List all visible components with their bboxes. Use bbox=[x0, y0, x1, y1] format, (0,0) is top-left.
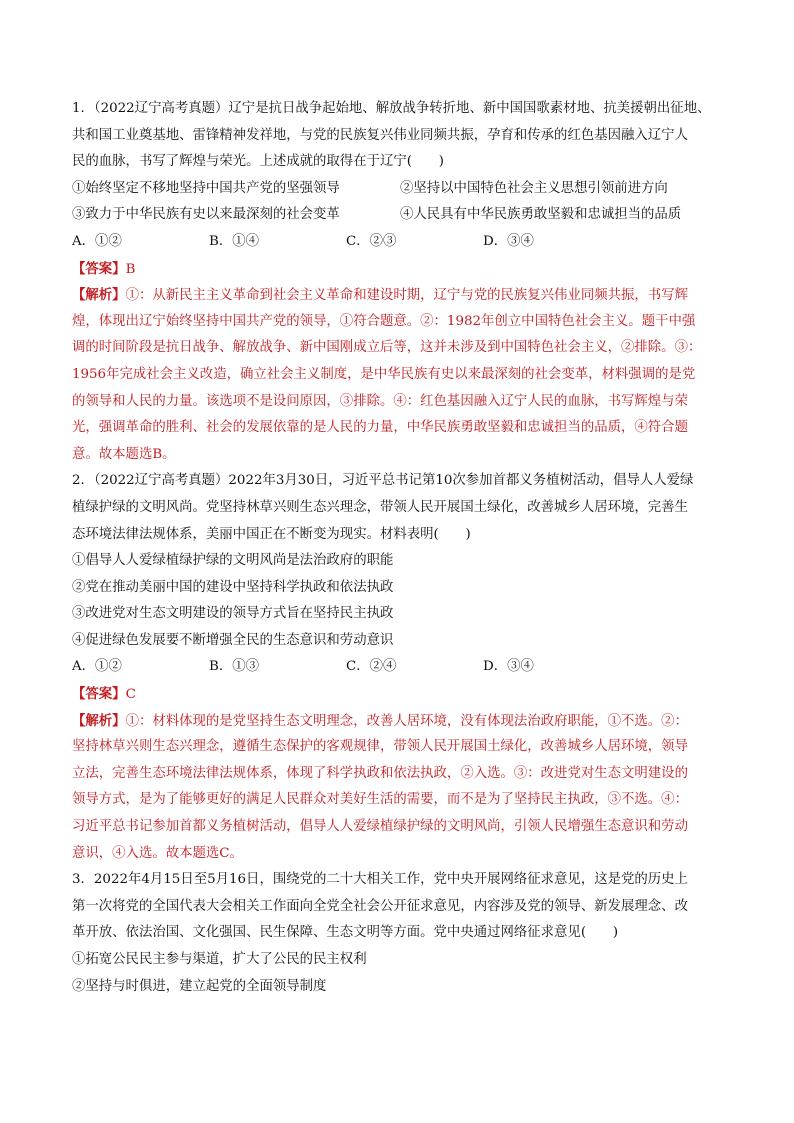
answer-tag: 【答案】 bbox=[72, 686, 126, 703]
analysis-line: 煌，体现出辽宁始终坚持中国共产党的领导，①符合题意。②：1982年创立中国特色社会主义。题干中强 bbox=[72, 313, 696, 329]
choice-row bbox=[72, 229, 722, 256]
analysis-line: 光，强调革命的胜利、社会的发展依靠的是人民的力量，中华民族勇敢坚毅和忠诚担当的品质，④符合题 bbox=[72, 420, 688, 436]
analysis-line bbox=[72, 282, 722, 309]
answer-value: B bbox=[125, 261, 136, 277]
analysis-line: 习近平总书记参加首都义务植树活动，倡导人人爱绿植绿护绿的文明风尚，引领人民增强生态意识和劳动 bbox=[72, 819, 688, 835]
answer-line bbox=[72, 681, 722, 708]
option-item: ①拓宽公民民主参与渠道，扩大了公民的民主权利 bbox=[72, 952, 367, 967]
question-stem-line: 植绿护绿的文明风尚。党坚持林草兴则生态兴理念，带领人民开展国土绿化，改善城乡人居环境，完善生 bbox=[72, 499, 688, 515]
analysis-line: 意识，④入选。故本题选C。 bbox=[72, 845, 243, 861]
option-item: ③改进党对生态文明建设的领导方式旨在坚持民主执政 bbox=[72, 606, 394, 622]
analysis-line: 坚持林草兴则生态兴理念，遵循生态保护的客观规律，带领人民开展国土绿化，改善城乡人居环境，领导 bbox=[72, 739, 688, 755]
option-item: ②坚持与时俱进，建立起党的全面领导制度 bbox=[72, 978, 327, 994]
option-item: ①倡导人人爱绿植绿护绿的文明风尚是法治政府的职能 bbox=[72, 553, 394, 569]
analysis-line: 立法，完善生态环境法律法规体系，体现了科学执政和依法执政，②入选。③：改进党对生态文明建设的 bbox=[72, 765, 688, 781]
analysis-line: 的领导和人民的力量。该选项不是设问原因，③排除。④：红色基因融入辽宁人民的血脉，书写辉煌与荣 bbox=[72, 393, 688, 409]
choice-c: C．②③ bbox=[346, 233, 397, 249]
question-1 bbox=[72, 96, 722, 468]
question-2 bbox=[72, 468, 722, 867]
question-stem-line: 1．（2022辽宁高考真题）辽宁是抗日战争起始地、解放战争转折地、新中国国歌素材地、抗美援朝出征地、 bbox=[72, 101, 711, 116]
option-row bbox=[72, 176, 722, 203]
question-stem-line: 2．（2022辽宁高考真题）2022年3月30日，习近平总书记第10次参加首都义务植树活动，倡导人人爱绿 bbox=[72, 473, 694, 489]
answer-line bbox=[72, 256, 722, 283]
analysis-tag: 【解析】 bbox=[72, 712, 126, 729]
option-item: ④促进绿色发展要不断增强全民的生态意识和劳动意识 bbox=[72, 632, 394, 648]
analysis-text: ①：从新民主主义革命到社会主义革命和建设时期，辽宁与党的民族复兴伟业同频共振，书写辉 bbox=[125, 288, 688, 304]
question-stem-line: 第一次将党的全国代表大会相关工作面向全党全社会公开征求意见，内容涉及党的领导、新发展理念、改 bbox=[72, 898, 688, 914]
analysis-line: 意。故本题选B。 bbox=[72, 446, 176, 462]
choice-d: D．③④ bbox=[483, 659, 534, 675]
analysis-line bbox=[72, 708, 722, 735]
option-item: ④人民具有中华民族勇敢坚毅和忠诚担当的品质 bbox=[400, 207, 682, 223]
choice-a: A．①② bbox=[72, 233, 122, 249]
answer-tag: 【答案】 bbox=[72, 260, 126, 277]
option-item: ③致力于中华民族有史以来最深刻的社会变革 bbox=[72, 207, 340, 223]
analysis-tag: 【解析】 bbox=[72, 287, 126, 304]
analysis-line: 调的时间阶段是抗日战争、解放战争、新中国刚成立后等，这并未涉及到中国特色社会主义，②排除。③： bbox=[72, 340, 702, 356]
question-stem-line: 民的血脉，书写了辉煌与荣光。上述成就的取得在于辽宁( ) bbox=[72, 154, 444, 170]
option-item: ②坚持以中国特色社会主义思想引领前进方向 bbox=[400, 180, 668, 196]
question-3 bbox=[72, 867, 722, 1000]
option-item: ②党在推动美丽中国的建设中坚持科学执政和依法执政 bbox=[72, 579, 394, 595]
choice-row bbox=[72, 654, 722, 681]
analysis-line: 领导方式，是为了能够更好的满足人民群众对美好生活的需要，而不是为了坚持民主执政，③不选。④： bbox=[72, 792, 688, 808]
choice-b: B．①④ bbox=[209, 233, 260, 249]
question-stem-line: 革开放、依法治国、文化强国、民生保障、生态文明等方面。党中央通过网络征求意见( ) bbox=[72, 925, 619, 941]
choice-c: C．②④ bbox=[346, 659, 397, 675]
answer-value: C bbox=[125, 687, 136, 703]
choice-a: A．①② bbox=[72, 659, 122, 675]
choice-b: B．①③ bbox=[209, 659, 260, 675]
exam-page bbox=[72, 96, 722, 1000]
option-item: ①始终坚定不移地坚持中国共产党的坚强领导 bbox=[72, 180, 340, 196]
question-stem-line: 共和国工业奠基地、雷锋精神发祥地，与党的民族复兴伟业同频共振，孕育和传承的红色基因融入辽宁人 bbox=[72, 127, 688, 143]
analysis-text: ①：材料体现的是党坚持生态文明理念，改善人居环境，没有体现法治政府职能，①不选。②： bbox=[125, 713, 688, 729]
analysis-line: 1956年完成社会主义改造，确立社会主义制度，是中华民族有史以来最深刻的社会变革，材料强调的是党 bbox=[72, 366, 696, 382]
choice-d: D．③④ bbox=[483, 233, 534, 249]
question-stem-line: 3．2022年4月15日至5月16日，围绕党的二十大相关工作，党中央开展网络征求意见，这是党的历史上 bbox=[72, 872, 688, 888]
question-stem-line: 态环境法律法规体系，美丽中国正在不断变为现实。材料表明( ) bbox=[72, 526, 471, 542]
option-row bbox=[72, 202, 722, 229]
